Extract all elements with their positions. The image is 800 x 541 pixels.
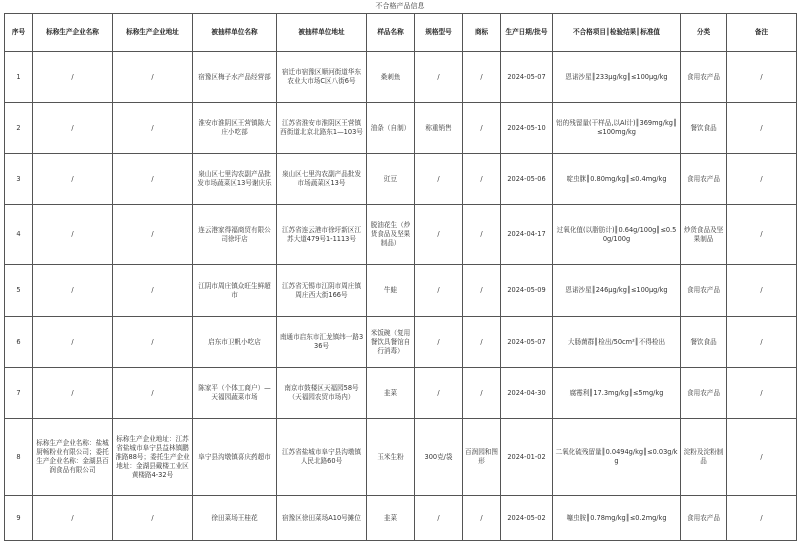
cell-category: 食用农产品 — [681, 265, 727, 317]
cell-no: 1 — [5, 52, 33, 103]
cell-sample-name: 韭菜 — [367, 368, 415, 419]
cell-no: 2 — [5, 103, 33, 154]
cell-note: / — [727, 52, 797, 103]
cell-sample-name: 牛蛙 — [367, 265, 415, 317]
cell-manufacturer: / — [33, 52, 113, 103]
cell-spec: / — [415, 317, 463, 368]
cell-date: 2024-04-30 — [501, 368, 553, 419]
cell-date: 2024-05-09 — [501, 265, 553, 317]
nonconforming-products-table — [4, 13, 797, 541]
cell-failed-item: 铝的残留量(干样品,以Al计)║369mg/kg║≤100mg/kg — [553, 103, 681, 154]
cell-category: 食用农产品 — [681, 52, 727, 103]
cell-brand: 百润园和图形 — [463, 419, 501, 496]
cell-manufacturer: / — [33, 496, 113, 541]
cell-no: 6 — [5, 317, 33, 368]
cell-date: 2024-05-06 — [501, 154, 553, 205]
cell-sampled-unit: 宿豫区梅子水产品经营部 — [193, 52, 277, 103]
cell-manufacturer: / — [33, 154, 113, 205]
cell-sampled-unit-address: 宿豫区徐田菜场A10号摊位 — [277, 496, 367, 541]
cell-manufacturer: / — [33, 265, 113, 317]
cell-spec: 300克/袋 — [415, 419, 463, 496]
cell-category: 炒货食品及坚果制品 — [681, 205, 727, 265]
table-header-row — [5, 14, 797, 52]
cell-manufacturer-address: / — [113, 496, 193, 541]
cell-brand: / — [463, 103, 501, 154]
cell-sampled-unit: 阜宁县沟墩镇喜庆药超市 — [193, 419, 277, 496]
cell-manufacturer: / — [33, 103, 113, 154]
cell-sample-name: 玉米生粉 — [367, 419, 415, 496]
cell-no: 9 — [5, 496, 33, 541]
cell-spec: / — [415, 265, 463, 317]
cell-manufacturer: / — [33, 205, 113, 265]
cell-manufacturer: 标称生产企业名称：盐城厨畅粉业有限公司；委托生产企业名称：金湖县百润食品有限公司 — [33, 419, 113, 496]
cell-sampled-unit-address: 江苏省无锡市江阴市周庄镇周庄西大街166号 — [277, 265, 367, 317]
cell-sample-name: 米饭碗（复用餐饮具餐馆自行消毒） — [367, 317, 415, 368]
cell-no: 7 — [5, 368, 33, 419]
cell-sampled-unit: 淮安市淮阴区王营镇陈大庄小吃部 — [193, 103, 277, 154]
cell-sample-name: 脱油花生（炒货食品及坚果制品） — [367, 205, 415, 265]
cell-failed-item: 二氧化硫残留量║0.0494g/kg║≤0.03g/kg — [553, 419, 681, 496]
cell-date: 2024-04-17 — [501, 205, 553, 265]
cell-sample-name: 豇豆 — [367, 154, 415, 205]
cell-sampled-unit: 连云港家得福商贸有限公司徐圩店 — [193, 205, 277, 265]
cell-sampled-unit: 启东市卫帆小吃店 — [193, 317, 277, 368]
cell-date: 2024-05-02 — [501, 496, 553, 541]
cell-category: 餐饮食品 — [681, 317, 727, 368]
table-row — [5, 103, 797, 154]
header-sampled-unit-address: 被抽样单位地址 — [277, 14, 367, 52]
page-title: 不合格产品信息 — [375, 2, 425, 10]
cell-no: 8 — [5, 419, 33, 496]
cell-failed-item: 恩诺沙星║246μg/kg║≤100μg/kg — [553, 265, 681, 317]
cell-no: 3 — [5, 154, 33, 205]
table-row — [5, 317, 797, 368]
cell-category: 食用农产品 — [681, 368, 727, 419]
cell-sampled-unit-address: 南通市启东市汇龙镇纬一路336号 — [277, 317, 367, 368]
header-category: 分类 — [681, 14, 727, 52]
cell-failed-item: 噻虫胺║0.78mg/kg║≤0.2mg/kg — [553, 496, 681, 541]
cell-date: 2024-05-10 — [501, 103, 553, 154]
table-row — [5, 368, 797, 419]
cell-date: 2024-01-02 — [501, 419, 553, 496]
cell-category: 食用农产品 — [681, 496, 727, 541]
cell-sampled-unit-address: 泉山区七里沟农副产品批发市场蔬菜区13号 — [277, 154, 367, 205]
cell-spec: / — [415, 52, 463, 103]
header-date: 生产日期/批号 — [501, 14, 553, 52]
cell-failed-item: 大肠菌群║检出/50cm²║不得检出 — [553, 317, 681, 368]
cell-sampled-unit-address: 江苏省连云港市徐圩新区江苏大道479号1-1113号 — [277, 205, 367, 265]
cell-category: 淀粉及淀粉制品 — [681, 419, 727, 496]
cell-failed-item: 过氧化值(以脂肪计)║0.64g/100g║≤0.50g/100g — [553, 205, 681, 265]
cell-manufacturer-address: / — [113, 265, 193, 317]
cell-manufacturer-address: / — [113, 368, 193, 419]
table-row — [5, 205, 797, 265]
header-brand: 商标 — [463, 14, 501, 52]
cell-manufacturer-address: / — [113, 154, 193, 205]
cell-failed-item: 啶虫脒║0.80mg/kg║≤0.4mg/kg — [553, 154, 681, 205]
cell-manufacturer: / — [33, 368, 113, 419]
cell-note: / — [727, 496, 797, 541]
cell-manufacturer: / — [33, 317, 113, 368]
cell-sample-name: 韭菜 — [367, 496, 415, 541]
cell-date: 2024-05-07 — [501, 52, 553, 103]
cell-sampled-unit: 江阴市周庄镇众旺生鲜超市 — [193, 265, 277, 317]
cell-category: 餐饮食品 — [681, 103, 727, 154]
cell-sampled-unit-address: 宿迁市宿豫区顺河街道华东农业大市场C区八街6号 — [277, 52, 367, 103]
cell-spec: / — [415, 205, 463, 265]
cell-sampled-unit: 陈家平（个体工商户）—天福园蔬菜市场 — [193, 368, 277, 419]
cell-manufacturer-address: / — [113, 317, 193, 368]
cell-failed-item: 恩诺沙星║233μg/kg║≤100μg/kg — [553, 52, 681, 103]
cell-brand: / — [463, 205, 501, 265]
table-row — [5, 419, 797, 496]
cell-sampled-unit-address: 江苏省盐城市阜宁县沟墩镇人民北路60号 — [277, 419, 367, 496]
cell-note: / — [727, 154, 797, 205]
cell-brand: / — [463, 496, 501, 541]
cell-category: 食用农产品 — [681, 154, 727, 205]
table-row — [5, 154, 797, 205]
cell-sample-name: 油条（自制） — [367, 103, 415, 154]
header-note: 备注 — [727, 14, 797, 52]
cell-manufacturer-address: / — [113, 52, 193, 103]
cell-brand: / — [463, 317, 501, 368]
cell-note: / — [727, 368, 797, 419]
header-manufacturer: 标称生产企业名称 — [33, 14, 113, 52]
cell-no: 5 — [5, 265, 33, 317]
cell-manufacturer-address: / — [113, 103, 193, 154]
cell-note: / — [727, 419, 797, 496]
cell-brand: / — [463, 368, 501, 419]
header-spec: 规格型号 — [415, 14, 463, 52]
table-row — [5, 52, 797, 103]
cell-sampled-unit-address: 南京市鼓楼区天福园58号（天福园农贸市场内） — [277, 368, 367, 419]
cell-spec: / — [415, 496, 463, 541]
cell-sampled-unit: 徐田菜场王桂花 — [193, 496, 277, 541]
cell-spec: / — [415, 154, 463, 205]
cell-spec: / — [415, 368, 463, 419]
table-row — [5, 496, 797, 541]
cell-brand: / — [463, 52, 501, 103]
header-sample-name: 样品名称 — [367, 14, 415, 52]
header-sampled-unit: 被抽样单位名称 — [193, 14, 277, 52]
cell-brand: / — [463, 154, 501, 205]
cell-sampled-unit-address: 江苏省淮安市淮阴区王营镇西街道北京北路东1—103号 — [277, 103, 367, 154]
cell-sampled-unit: 泉山区七里沟农副产品批发市场蔬菜区13号谢庆乐 — [193, 154, 277, 205]
cell-manufacturer-address: / — [113, 205, 193, 265]
cell-spec: 称重销售 — [415, 103, 463, 154]
cell-date: 2024-05-07 — [501, 317, 553, 368]
cell-note: / — [727, 317, 797, 368]
cell-failed-item: 腐霉利║17.3mg/kg║≤5mg/kg — [553, 368, 681, 419]
cell-note: / — [727, 103, 797, 154]
table-row — [5, 265, 797, 317]
cell-sample-name: 桑刺鱼 — [367, 52, 415, 103]
header-no: 序号 — [5, 14, 33, 52]
cell-note: / — [727, 205, 797, 265]
header-manufacturer-address: 标称生产企业地址 — [113, 14, 193, 52]
cell-manufacturer-address: 标称生产企业地址：江苏省盐城市阜宁县益林镇鹏淮路88号；委托生产企业地址：金湖县戴楼工业区黄楼路4-32号 — [113, 419, 193, 496]
header-failed-item: 不合格项目║检验结果║标准值 — [553, 14, 681, 52]
cell-note: / — [727, 265, 797, 317]
cell-no: 4 — [5, 205, 33, 265]
cell-brand: / — [463, 265, 501, 317]
